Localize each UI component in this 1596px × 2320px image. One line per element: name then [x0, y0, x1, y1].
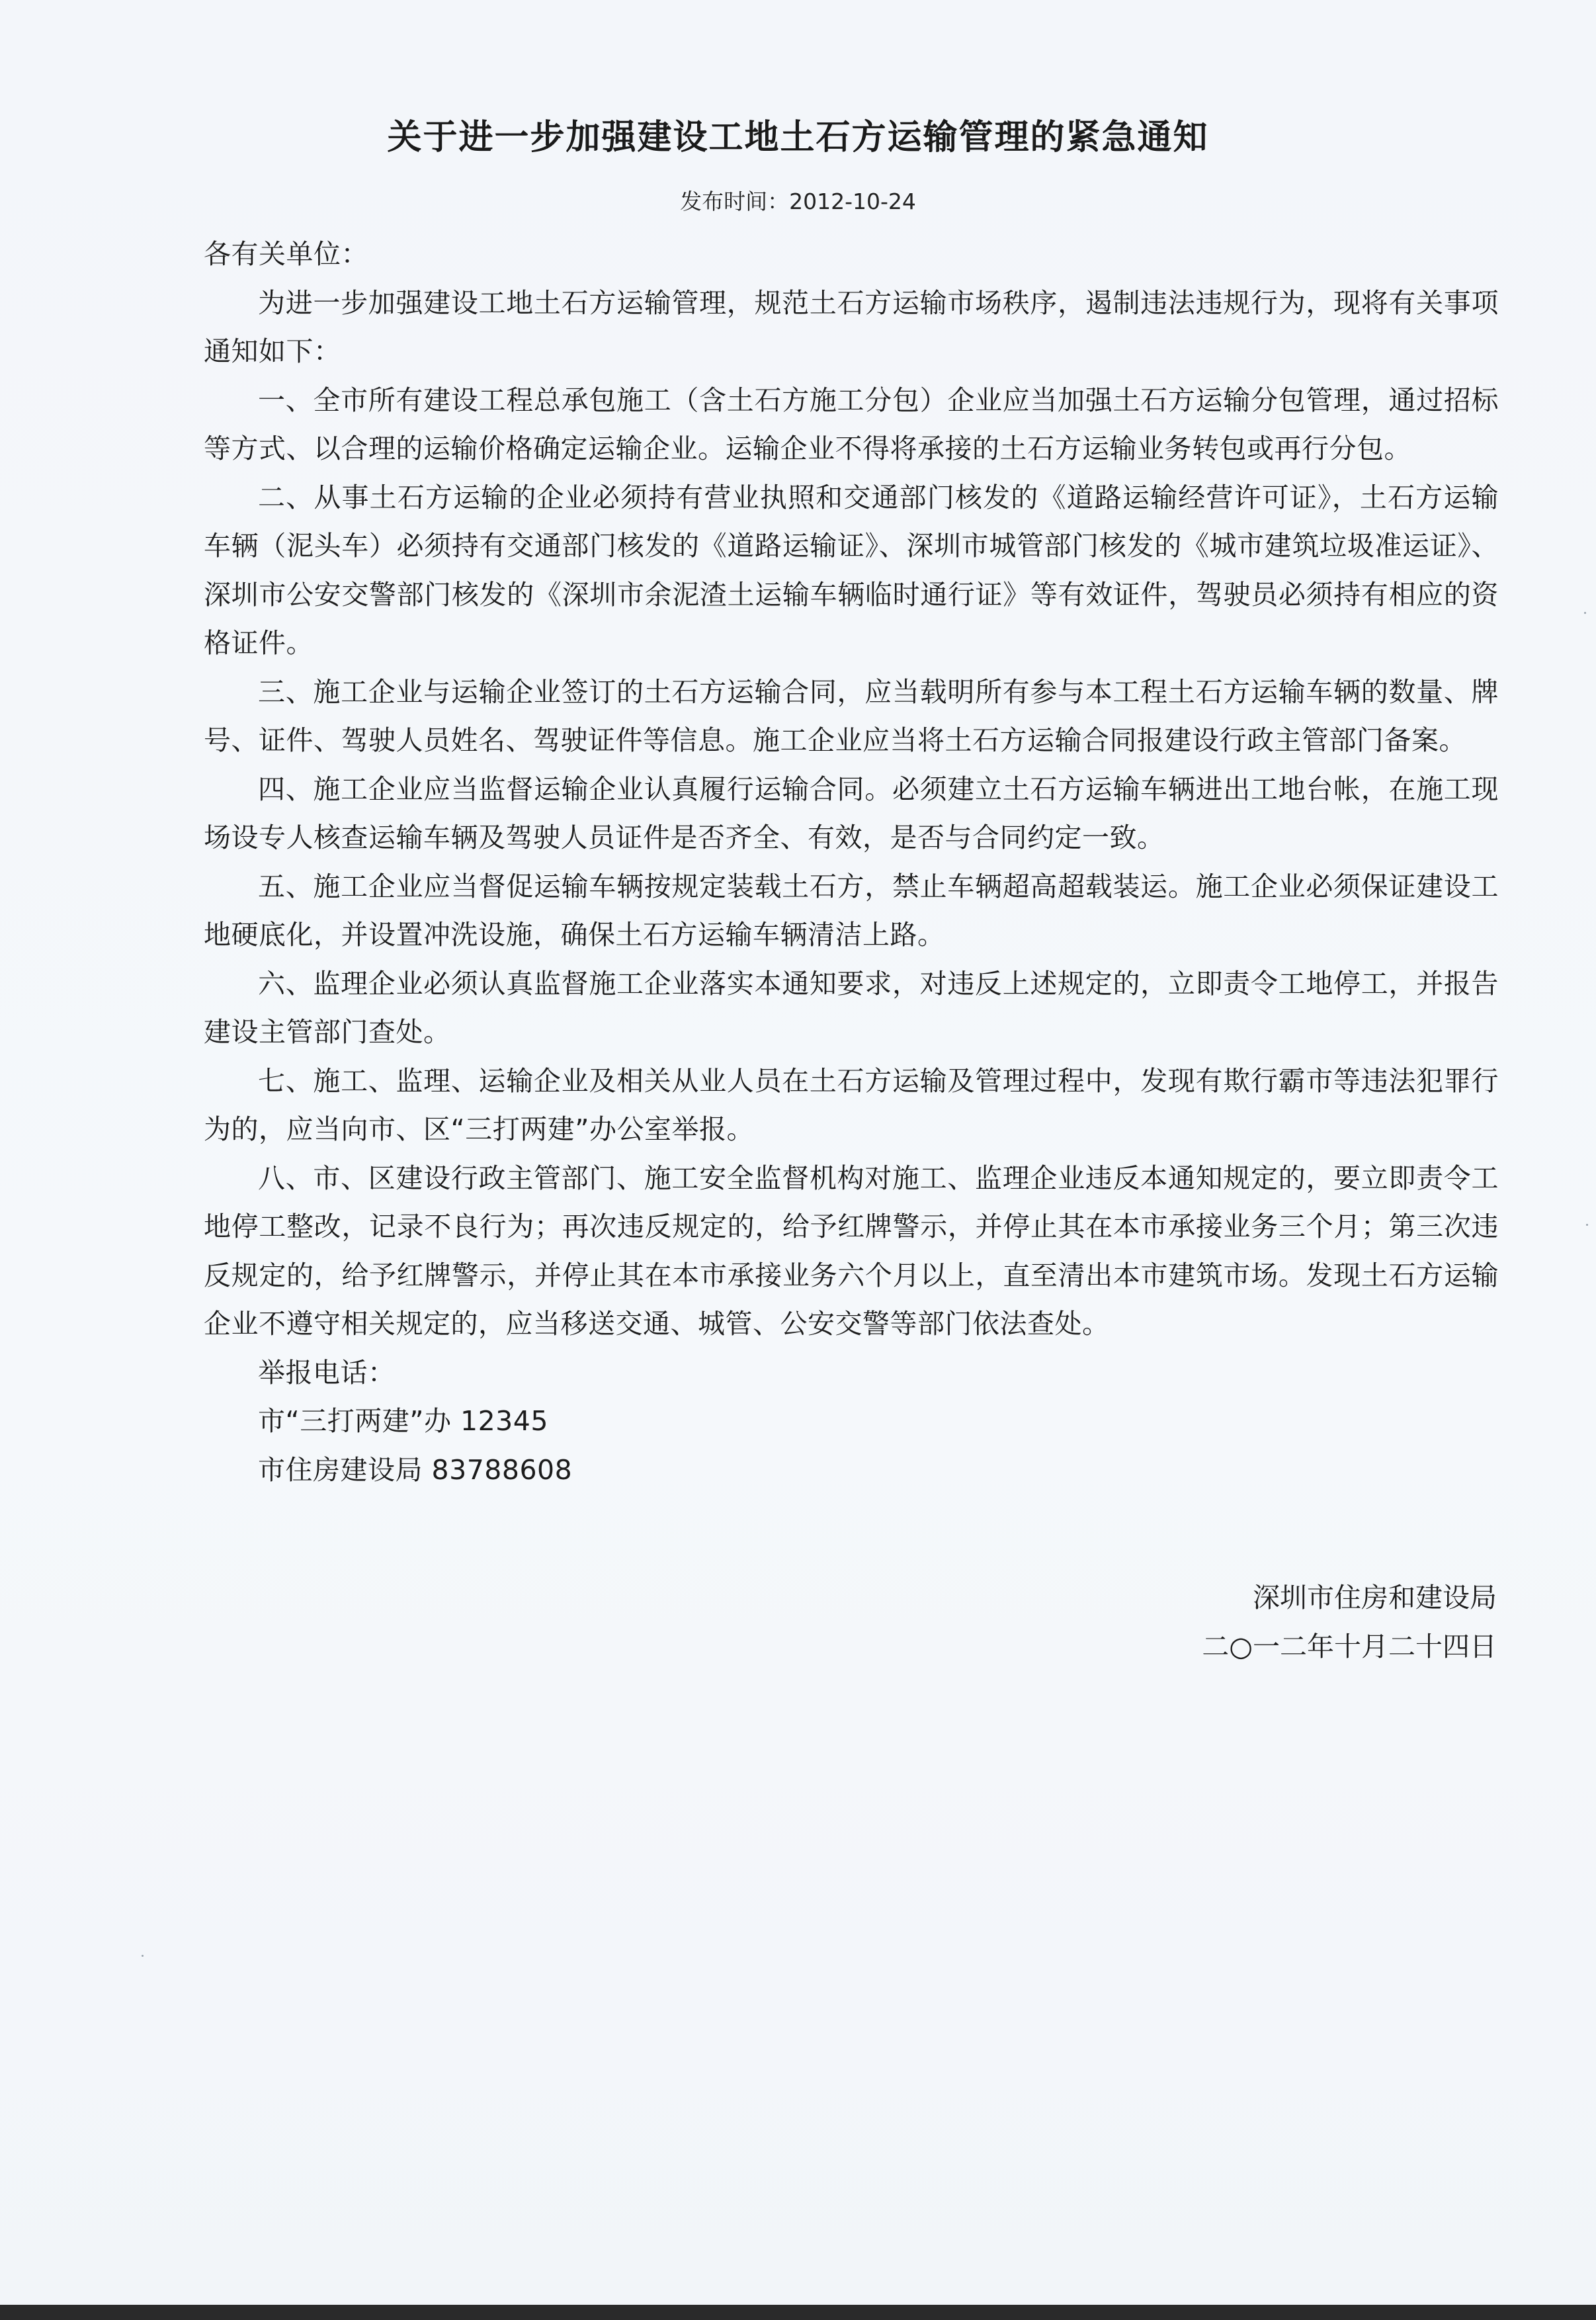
clause-5: 五、施工企业应当督促运输车辆按规定装载土石方，禁止车辆超高超载装运。施工企业必须保证建设工地硬底化，并设置冲洗设施，确保土石方运输车辆清洁上路。 — [204, 870, 1499, 951]
clause-8: 八、市、区建设行政主管部门、施工安全监督机构对施工、监理企业违反本通知规定的，要立即责令工地停工整改，记录不良行为；再次违反规定的，给予红牌警示，并停止其在本市承接业务三个月；第三次违反规定的，给予红牌警示，并停止其在本市承接业务六个月以上，直至清出本市建筑市场。发现土石方运输企业不遵守相关规定的，应当移送交通、城管、公安交警等部门依法查处。 — [204, 1162, 1499, 1340]
contact-line-1: 市“三打两建”办 12345 — [258, 1405, 548, 1437]
scan-speck — [1586, 1224, 1588, 1226]
clause-3: 三、施工企业与运输企业签订的土石方运输合同，应当载明所有参与本工程土石方运输车辆的数量、牌号、证件、驾驶人员姓名、驾驶证件等信息。施工企业应当将土石方运输合同报建设行政主管部门备案。 — [204, 675, 1499, 756]
clause-6: 六、监理企业必须认真监督施工企业落实本通知要求，对违反上述规定的，立即责令工地停工，并报告建设主管部门查处。 — [204, 967, 1499, 1048]
clause-2: 二、从事土石方运输的企业必须持有营业执照和交通部门核发的《道路运输经营许可证》，土石方运输车辆（泥头车）必须持有交通部门核发的《道路运输证》、深圳市城管部门核发的《城市建筑垃圾准运证》、深圳市公安交警部门核发的《深圳市余泥渣土运输车辆临时通行证》等有效证件，驾驶员必须持有相应的资格证件。 — [204, 481, 1499, 659]
salutation: 各有关单位： — [204, 238, 368, 270]
contact-line-2: 市住房建设局 83788608 — [258, 1453, 573, 1486]
document-title: 关于进一步加强建设工地土石方运输管理的紧急通知 — [387, 118, 1209, 157]
issuer-name: 深圳市住房和建设局 — [1253, 1582, 1497, 1613]
signed-date: 二○一二年十月二十四日 — [1202, 1631, 1497, 1662]
scan-speck — [1584, 612, 1586, 614]
clause-7: 七、施工、监理、运输企业及相关从业人员在土石方运输及管理过程中，发现有欺行霸市等违法犯罪行为的，应当向市、区“三打两建”办公室举报。 — [204, 1064, 1499, 1145]
publish-date: 发布时间：2012-10-24 — [680, 189, 916, 214]
document-body — [204, 230, 1499, 1494]
report-label: 举报电话： — [258, 1356, 396, 1389]
clause-4: 四、施工企业应当监督运输企业认真履行运输合同。必须建立土石方运输车辆进出工地台帐，在施工现场设专人核查运输车辆及驾驶人员证件是否齐全、有效，是否与合同约定一致。 — [204, 773, 1499, 853]
clause-1: 一、全市所有建设工程总承包施工（含土石方施工分包）企业应当加强土石方运输分包管理，通过招标等方式、以合理的运输价格确定运输企业。运输企业不得将承接的土石方运输业务转包或再行分包。 — [204, 384, 1499, 464]
signature-block — [1202, 1573, 1497, 1671]
intro-paragraph: 为进一步加强建设工地土石方运输管理，规范土石方运输市场秩序，遏制违法违规行为，现将有关事项通知如下： — [204, 286, 1499, 367]
scan-speck — [142, 1955, 144, 1957]
scan-edge — [0, 2305, 1596, 2320]
